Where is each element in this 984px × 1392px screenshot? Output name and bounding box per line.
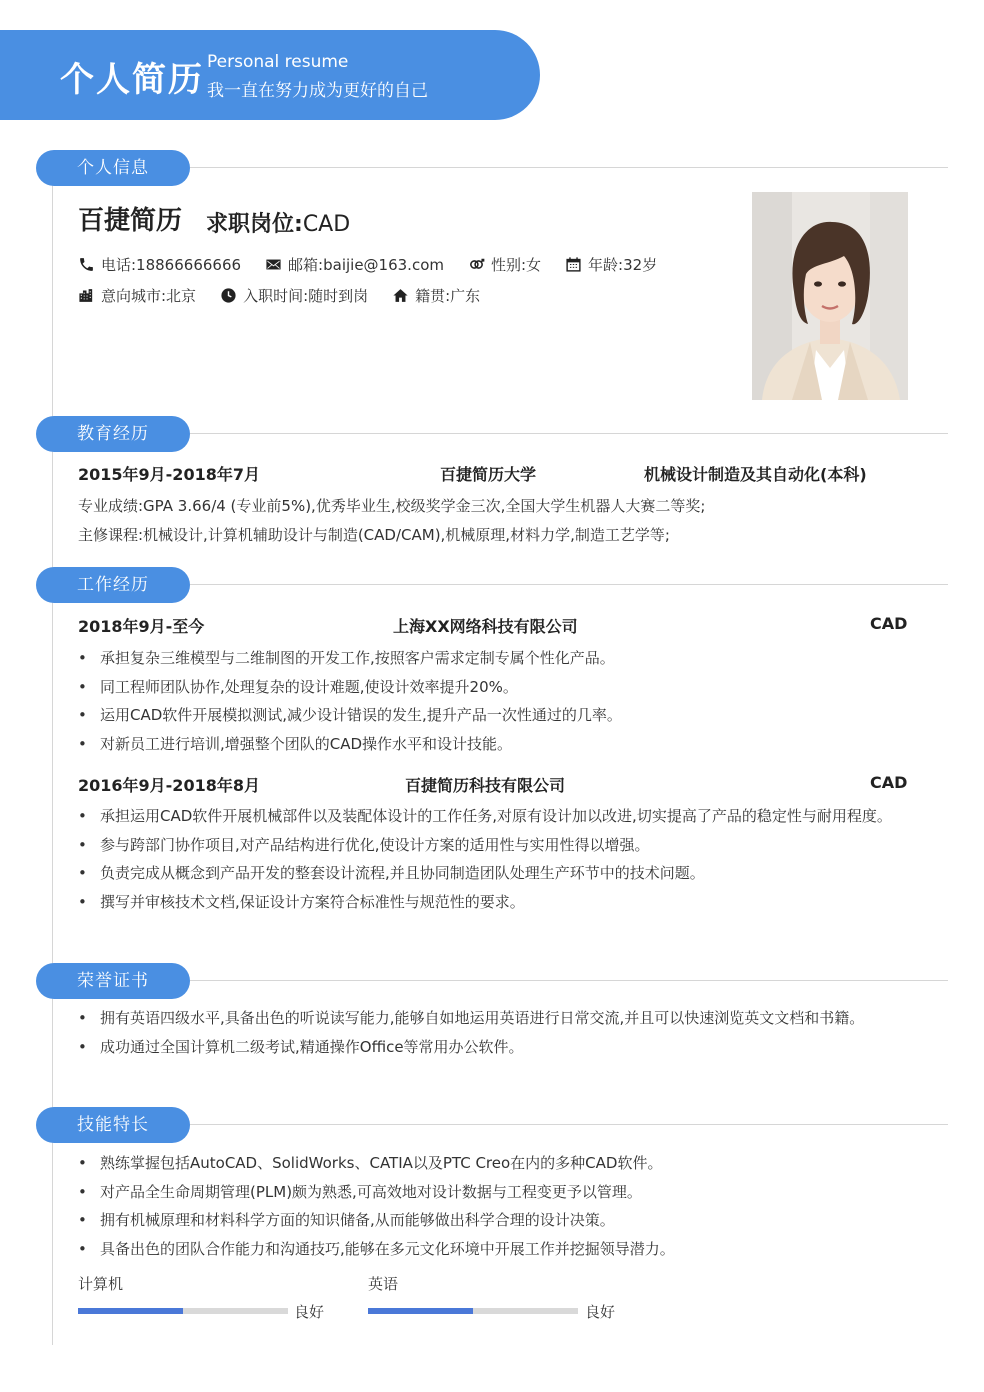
work-role: CAD [870,773,908,792]
contact-row-2 [78,285,504,306]
gender-icon [468,256,485,273]
city-icon [78,287,95,304]
origin-info [392,285,480,306]
list-item: • 熟练掌握包括AutoCAD、SolidWorks、CATIA以及PTC Creo在内的多种CAD软件。 [78,1149,908,1178]
job-target [206,207,350,238]
list-item: • 对新员工进行培训,增强整个团队的CAD操作水平和设计技能。 [78,730,908,759]
list-item: • 负责完成从概念到产品开发的整套设计流程,并且协同制造团队处理生产环节中的技术问题。 [78,859,898,888]
age-info [565,254,657,275]
work-bullets [78,802,898,917]
gender-info [468,254,541,275]
age-text: 年龄:32岁 [588,256,658,274]
education-line: 主修课程:机械设计,计算机辅助设计与制造(CAD/CAM),机械原理,材料力学,制造工艺学等; [78,526,670,544]
skills-bullets [78,1149,908,1264]
list-item: • 具备出色的团队合作能力和沟通技巧,能够在多元文化环境中开展工作并挖掘领导潜力。 [78,1235,908,1264]
section-work-heading: 工作经历 [36,567,190,603]
list-item: • 承担运用CAD软件开展机械部件以及装配体设计的工作任务,对原有设计加以改进,切实提高了产品的稳定性与耐用程度。 [78,802,898,831]
list-item: • 承担复杂三维模型与二维制图的开发工作,按照客户需求定制专属个性化产品。 [78,644,908,673]
contact-row-1 [78,254,681,275]
list-item: • 参与跨部门协作项目,对产品结构进行优化,使设计方案的适用性与实用性得以增强。 [78,831,898,860]
timeline-line [52,180,53,1345]
education-line: 专业成绩:GPA 3.66/4 (专业前5%),优秀毕业生,校级奖学金三次,全国大学生机器人大赛二等奖; [78,497,706,515]
email-info [265,254,444,275]
skill-name: 计算机 [78,1275,124,1293]
education-major: 机械设计制造及其自动化(本科) [644,465,867,484]
section-divider [190,584,948,585]
gender-text: 性别:女 [490,256,542,274]
email-text: 邮箱:baijie@163.com [288,256,444,274]
resume-slogan: 我一直在努力成为更好的自己 [207,81,428,101]
education-period: 2015年9月-2018年7月 [78,465,260,484]
skill-level-bar [78,1308,288,1314]
home-icon [392,287,409,304]
calendar-icon [565,256,582,273]
origin-text: 籍贯:广东 [415,287,481,305]
list-item: • 运用CAD软件开展模拟测试,减少设计错误的发生,提升产品一次性通过的几率。 [78,701,908,730]
section-divider [190,167,948,168]
section-divider [190,980,948,981]
resume-title: 个人简历 [60,60,204,100]
city-text: 意向城市:北京 [101,287,197,305]
section-divider [190,433,948,434]
skill-level-bar [368,1308,578,1314]
list-item: • 拥有机械原理和材料科学方面的知识储备,从而能够做出科学合理的设计决策。 [78,1206,908,1235]
section-skills-heading: 技能特长 [36,1107,190,1143]
profile-photo [752,192,908,400]
skill-level-fill [78,1308,183,1314]
list-item: • 同工程师团队协作,处理复杂的设计难题,使设计效率提升20%。 [78,673,908,702]
work-period: 2018年9月-至今 [78,617,205,636]
skill-name: 英语 [368,1275,399,1293]
education-details [78,492,705,550]
job-label: 求职岗位: [206,212,303,237]
section-education-heading: 教育经历 [36,416,190,452]
header-banner [0,30,540,120]
skill-level-fill [368,1308,473,1314]
section-divider [190,1124,948,1125]
job-value: CAD [302,212,351,237]
work-role: CAD [870,614,908,633]
skill-level-text: 良好 [294,1303,325,1321]
candidate-name: 百捷简历 [78,206,183,236]
phone-icon [78,256,95,273]
resume-subtitle-en: Personal resume [207,52,349,72]
city-info [78,285,196,306]
list-item: • 撰写并审核技术文档,保证设计方案符合标准性与规范性的要求。 [78,888,898,917]
phone-info [78,254,241,275]
start-info [220,285,368,306]
work-period: 2016年9月-2018年8月 [78,776,260,795]
phone-text: 电话:18866666666 [101,256,242,274]
work-company: 百捷简历科技有限公司 [405,776,566,795]
section-personal-heading: 个人信息 [36,150,190,186]
list-item: • 拥有英语四级水平,具备出色的听说读写能力,能够自如地运用英语进行日常交流,并且可以快速浏览英文文档和书籍。 [78,1004,908,1033]
mail-icon [265,256,282,273]
work-bullets [78,644,908,759]
list-item: • 成功通过全国计算机二级考试,精通操作Office等常用办公软件。 [78,1033,908,1062]
education-school: 百捷简历大学 [440,465,537,484]
honors-bullets [78,1004,908,1061]
list-item: • 对产品全生命周期管理(PLM)颇为熟悉,可高效地对设计数据与工程变更予以管理。 [78,1178,908,1207]
section-honors-heading: 荣誉证书 [36,963,190,999]
skill-level-text: 良好 [585,1303,616,1321]
clock-icon [220,287,237,304]
start-text: 入职时间:随时到岗 [243,287,369,305]
work-company: 上海XX网络科技有限公司 [393,617,578,636]
